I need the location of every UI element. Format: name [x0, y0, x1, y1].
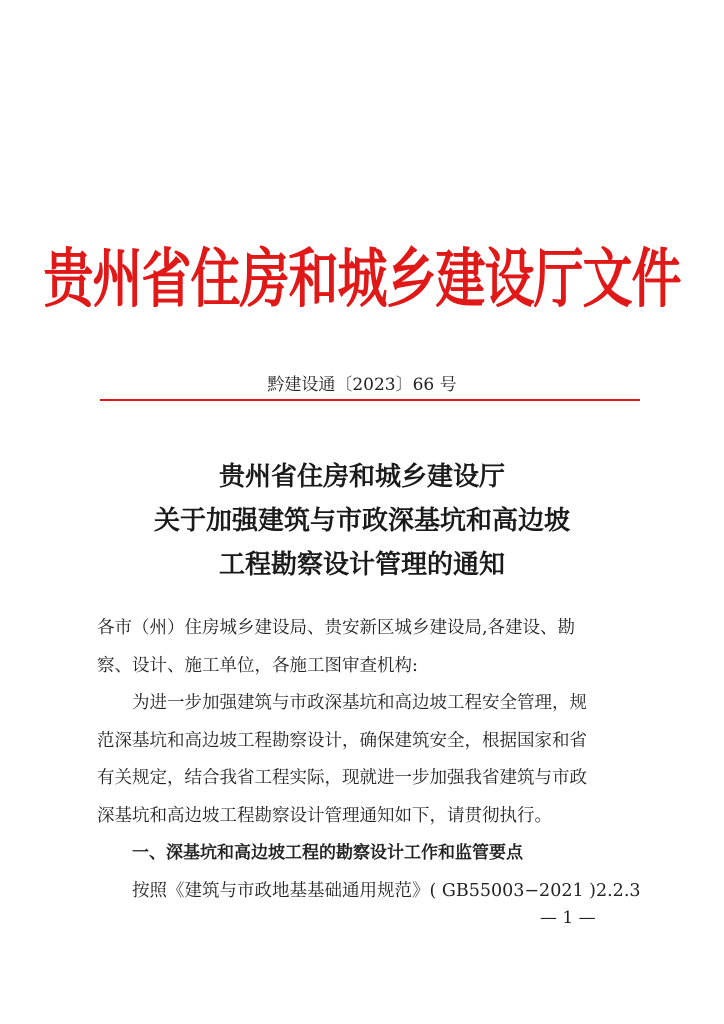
paragraph-1-line-1: 为进一步加强建筑与市政深基坑和高边坡工程安全管理，规	[132, 693, 587, 713]
document-body	[97, 610, 641, 910]
paragraph-1-line-2: 范深基坑和高边坡工程勘察设计，确保建筑安全，根据国家和省	[97, 730, 587, 751]
salutation-line-1: 各市（州）住房城乡建设局、贵安新区城乡建设局,各建设、勘	[97, 618, 576, 638]
paragraph-1	[97, 685, 637, 835]
notice-title	[0, 455, 724, 587]
paragraph-2-line-1: 按照《建筑与市政地基基础通用规范》( GB55003−2021 )2.2.3	[132, 880, 641, 901]
document-header-title: 贵州省住房和城乡建设厅文件	[43, 240, 681, 317]
salutation	[97, 610, 637, 685]
page-number: — 1 —	[540, 908, 596, 928]
paragraph-1-line-3: 有关规定，结合我省工程实际，现就进一步加强我省建筑与市政	[97, 768, 587, 788]
section-1-heading: 一、深基坑和高边坡工程的勘察设计工作和监管要点	[132, 843, 523, 863]
notice-title-line-3: 工程勘察设计管理的通知	[218, 550, 505, 580]
paragraph-2	[97, 873, 641, 911]
red-divider-line	[100, 399, 640, 401]
paragraph-1-line-4: 深基坑和高边坡工程勘察设计管理通知如下，请贯彻执行。	[97, 805, 552, 826]
salutation-line-2: 察、设计、施工单位，各施工图审查机构:	[97, 655, 418, 676]
notice-title-line-2: 关于加强建筑与市政深基坑和高边坡	[153, 506, 570, 536]
notice-title-line-1: 贵州省住房和城乡建设厅	[218, 462, 505, 492]
document-number: 黔建设通〔2023〕66 号	[267, 375, 457, 395]
